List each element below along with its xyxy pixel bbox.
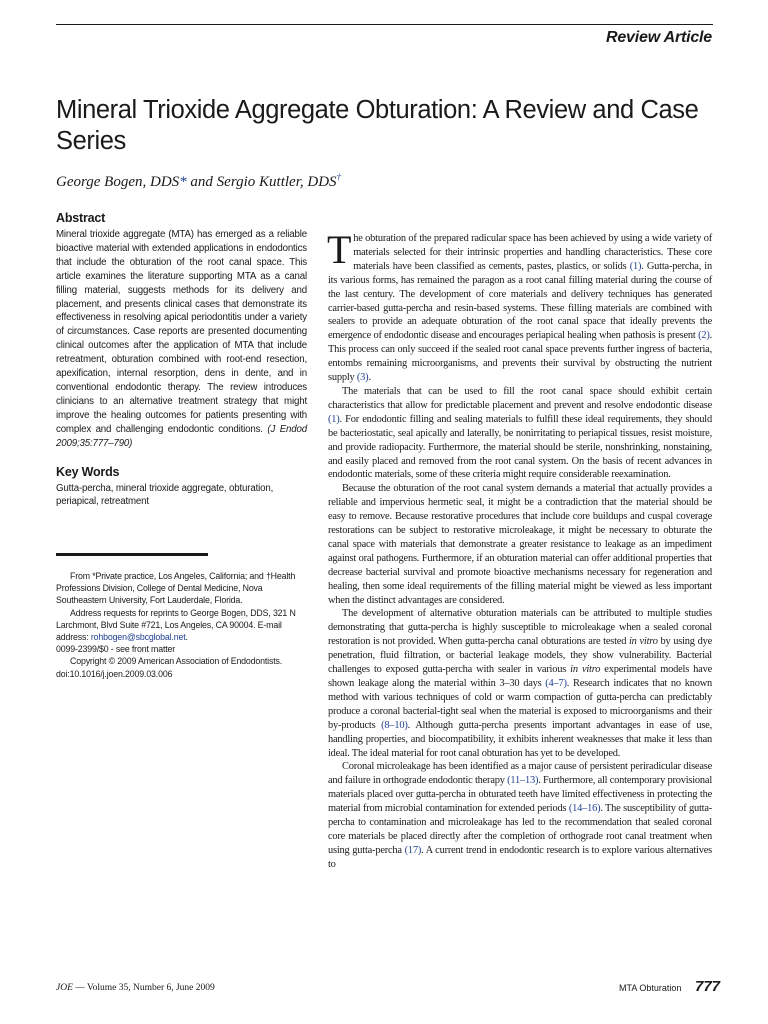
running-title: MTA Obturation	[619, 983, 682, 993]
author-line	[56, 172, 341, 191]
issn-line: 0099-2399/$0 - see front matter	[56, 644, 176, 655]
page-number: 777	[695, 978, 721, 995]
author-joiner: and	[186, 174, 217, 190]
body-column	[327, 227, 713, 872]
author-name: George Bogen, DDS	[56, 174, 180, 190]
author-name: Sergio Kuttler, DDS	[216, 174, 337, 190]
citation-link[interactable]: (2)	[698, 330, 710, 342]
drop-cap: T	[327, 227, 352, 272]
body-text: . Although gutta-percha presents important advantages in ease of use, handling properties, and biocompatibility, it exhibits inherent weaknesses that make it less than ideal. The ideal material for root canal obturation has yet to be developed.	[328, 719, 712, 759]
citation-link[interactable]: (11–13)	[507, 775, 539, 787]
article-title: Mineral Trioxide Aggregate Obturation: A Review and Case Series	[56, 96, 699, 155]
body-text: . Gutta-percha, in its various forms, has remained the paragon as a root canal filling material during the course of the last century. The development of core materials and delivery techniques has generated carrier-based gutta-percha and resin-based systems. These filling materials are combined with sealers to provide an adequate obturation of the root canal space that ideally prevents the emergence of endodontic disease and encourages periapical healing when pathosis is present	[328, 260, 712, 342]
body-text: . For endodontic filling and sealing materials to fulfill these ideal requirements, they should be bacteriostatic, seal apically and laterally, be nonirritating to periapical tissues, resist moisture, and provide radiopacity. Furthermore, the material should be sterile, nonshrinking, nonstaining, and easily placed and removed from the root canal system. On the basis of recent advances in endodontic materials, some of these criteria might require considerable reexamination.	[328, 413, 712, 481]
email-link[interactable]: rohbogen@sbcglobal.net	[90, 632, 186, 643]
abstract-text	[56, 228, 307, 451]
keywords-text: Gutta-percha, mineral trioxide aggregate, obturation, periapical, retreatment	[56, 482, 274, 508]
body-text: The development of alternative obturation materials can be attributed to multiple studies demonstrating that gutta-percha is highly susceptible to microleakage when a sealed coronal restoration is not provided. When gutta-percha canal obturations are tested	[328, 608, 712, 648]
body-text: Coronal microleakage has been identified as a major cause of persistent periradicular disease and failure in orthograde endodontic therapy	[328, 761, 712, 787]
citation-link[interactable]: (3)	[356, 372, 369, 384]
citation-link[interactable]: (1)	[629, 260, 642, 272]
body-text: . Research indicates that no known method with various techniques of cold or warm compaction of gutta-percha can predictably produce a coronal bacterial-tight seal when the material is exposed to microorganisms and their by-products	[328, 678, 712, 731]
affiliation-mark[interactable]: *	[179, 174, 187, 190]
body-paragraph	[328, 607, 712, 760]
article-type-label: Review Article	[606, 29, 712, 46]
copyright-line: Copyright © 2009 American Association of Endodontists.	[70, 656, 283, 667]
body-text: by using dye penetration, fluid filtration, or bacterial leakage models, they show vulnerability. Bacterial challenges to exposed gutta-percha with sealer in various	[328, 636, 712, 676]
body-text: . A current trend in endodontic research is to explore various alternatives to	[328, 844, 712, 870]
italic-text: in vitro	[629, 636, 658, 648]
left-column	[56, 211, 307, 509]
citation-link[interactable]: (1)	[328, 413, 340, 425]
citation-link[interactable]: (14–16)	[568, 803, 601, 815]
footer-issue: — Volume 35, Number 6, June 2009	[72, 983, 215, 993]
header-rule	[56, 24, 713, 25]
footer-journal-info	[56, 983, 215, 993]
body-text: . The susceptibility of gutta-percha to contamination and microleakage has led to the recommendation that sealed coronal core materials be placed directly after the completion of orthograde root canal treatment when using gutta-percha	[328, 803, 713, 856]
affiliation-from: From *Private practice, Los Angeles, California; and †Health Professions Division, College of Dental Medicine, Nova Southeastern University, Fort Lauderdale, Florida.	[56, 571, 296, 606]
body-text: . This process can only succeed if the sealed root canal space prevents further ingress of bacteria, entombs remaining microorganisms, and prevents their survival by obstructing the nutrient supply	[328, 330, 712, 384]
body-text: Because the obturation of the root canal system demands a material that actually provides a reliable and impervious hermetic seal, it might be a contradiction that the material should be easy to remove. Because restorative procedures that include core buildups and cuspal coverage restorations can be subject to restorative microleakage, it might be necessary to obturate the canal space with materials that demonstrate a greater resistance to leakage as an impediment against oral pathogens. Furthermore, if an obturation material can offer additional properties that decrease bacterial survival and promote bioactive mechanisms necessary for regeneration and healing, then some ideal requirements of the filling material might be viewed as less important when the distinct advantages are considered.	[328, 483, 712, 606]
affiliation-block	[56, 570, 307, 680]
reprint-address: Address requests for reprints to George Bogen, DDS, 321 N Larchmont, Blvd Suite #721, Los Angeles, CA 90004. E-mail address: rohbogen@sbcglobal.net.	[56, 607, 296, 643]
body-text: he obturation of the prepared radicular space has been achieved by using a wide variety of materials selected for their intrinsic properties and handling characteristics. These core materials have been classified as cements, pastes, plastics, or solids	[353, 233, 712, 272]
footer-journal: JOE	[56, 983, 73, 993]
body-paragraph	[327, 227, 712, 385]
citation-link[interactable]: (17)	[404, 844, 422, 856]
abstract-citation: (J Endod 2009;35:777–790)	[56, 423, 307, 449]
body-text: .	[368, 372, 371, 384]
body-text: . Furthermore, all contemporary provisional materials placed over gutta-percha in obturated teeth have limited effectiveness in protecting the material from microbial contamination for extended periods	[328, 775, 713, 815]
italic-text: in vitro	[570, 664, 601, 676]
citation-link[interactable]: (8–10)	[381, 719, 408, 731]
body-paragraph	[328, 385, 712, 482]
body-text: The materials that can be used to fill the root canal space should exhibit certain characteristics that allow for predictable placement and prevent and resolve endodontic disease	[328, 385, 712, 411]
abstract-heading: Abstract	[56, 211, 106, 225]
doi-line: doi:10.1016/j.joen.2009.03.006	[56, 668, 173, 679]
abstract-body: Mineral trioxide aggregate (MTA) has emerged as a reliable bioactive material with extended applications in endodontics that include the obturation of the root canal space. This article examines the literature supporting MTA as a canal filling material, suggests methods for its delivery and placement, and presents clinical cases that demonstrate its effectiveness in resolving apical periodontitis under a variety of circumstances. Case reports are presented documenting clinical outcomes after the application of MTA that include retreatment, obturation combined with root-end resection, apexification, internal resorption, dens in dente, and in conventional endodontic therapy. The review introduces clinicians to an alternative treatment strategy that might improve the healing outcomes for patients presenting with complex and challenging endodontic conditions.	[56, 229, 307, 435]
body-text: experimental models have shown leakage along the material within 3–30 days	[328, 664, 712, 689]
reprint-text: Address requests for reprints to George Bogen, DDS, 321 N Larchmont, Blvd Suite #721, Los Angeles, CA 90004. E-mail address:	[56, 607, 296, 643]
body-paragraph	[328, 760, 712, 871]
body-paragraph	[328, 482, 712, 607]
affiliation-mark[interactable]: †	[336, 172, 342, 182]
citation-link[interactable]: (4–7)	[545, 678, 567, 689]
section-divider	[56, 553, 208, 556]
keywords-heading: Key Words	[56, 464, 120, 479]
